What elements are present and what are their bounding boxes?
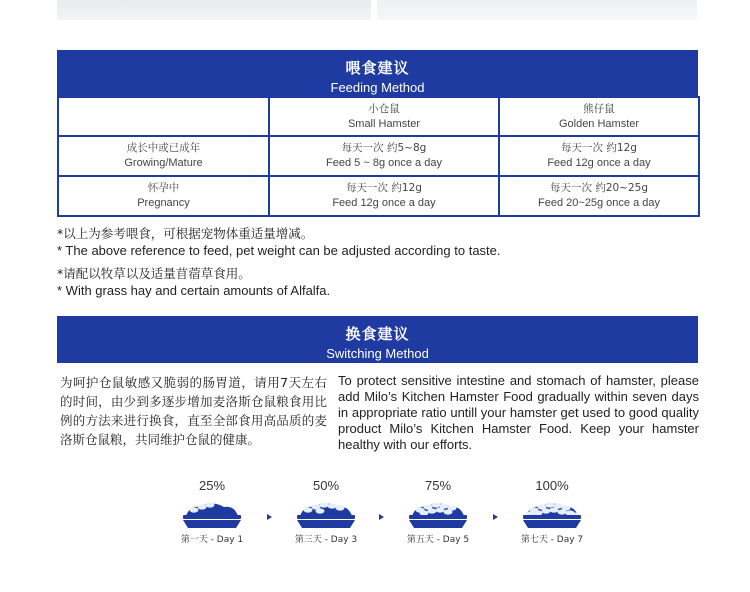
step-label: 第三天 - Day 3 [294,535,358,545]
food-piece [444,509,453,514]
cell-pregnancy-golden: 每天一次 约20~25g Feed 20~25g once a day [499,176,699,216]
column-header-small-hamster: 小仓鼠 Small Hamster [269,97,499,136]
bowl-body [409,520,467,528]
bowl-rim [409,515,467,519]
switching-text-en: To protect sensitive intestine and stomach of hamster, please add Milo’s Kitchen Hamster Food gradually within seven days in appropriate ratio untill your hamster get used to good quality product Milo’s Kitchen Hamster Food. Keep your hamster healthy with our efforts. [338,373,699,452]
bowl-body [183,520,241,528]
cell-growing-golden: 每天一次 约12g Feed 12g once a day [499,136,699,176]
step-day-5 [403,478,473,545]
product-photo-right [377,0,697,20]
food-piece [198,504,207,509]
food-piece [534,510,543,515]
feeding-method-header [57,50,698,97]
step-percent: 25% [198,478,226,493]
bowl-rim [523,515,581,519]
food-piece [190,507,199,512]
food-piece [316,508,325,513]
table-header-row [58,97,699,136]
product-photo-left [57,0,371,20]
bowl-body [523,520,581,528]
row-label-pregnancy: 怀孕中 Pregnancy [58,176,269,216]
bowl-rim [297,515,355,519]
step-day-1 [177,478,247,545]
note-2-zh: *请配以牧草以及适量苜蓿草食用。 [57,266,251,281]
step-percent: 100% [535,478,569,493]
food-piece [206,502,215,507]
food-piece [304,507,313,512]
food-piece [328,503,337,508]
food-piece [428,508,437,513]
food-piece [432,502,441,507]
feeding-title-en: Feeding Method [330,80,425,95]
step-label: 第七天 - Day 7 [520,535,584,545]
switching-title-zh: 换食建议 [345,325,410,343]
note-1-en: * The above reference to feed, pet weight can be adjusted according to taste. [57,243,501,258]
table-row [58,136,699,176]
switching-method-header [57,316,698,363]
step-day-3 [291,478,361,545]
food-piece [546,502,555,507]
note-1-zh: *以上为参考喂食，可根据宠物体重适量增减。 [57,226,314,241]
arrow-right-icon [493,514,498,520]
food-bowl-icon [180,495,244,529]
feeding-table [57,96,700,217]
food-piece [550,507,559,512]
food-piece [320,502,329,507]
food-bowl-icon [294,495,358,529]
table-row [58,176,699,216]
food-piece [436,507,445,512]
row-label-growing: 成长中或已成年 Growing/Mature [58,136,269,176]
food-piece [336,505,345,510]
step-percent: 75% [424,478,452,493]
food-piece [542,508,551,513]
step-day-7 [517,478,587,545]
cell-growing-small: 每天一次 约5~8g Feed 5 ~ 8g once a day [269,136,499,176]
cell-pregnancy-small: 每天一次 约12g Feed 12g once a day [269,176,499,216]
arrow-right-icon [267,514,272,520]
food-piece [420,510,429,515]
bowl-body [297,520,355,528]
switching-title-en: Switching Method [326,346,429,361]
bowl-rim [183,515,241,519]
table-corner-cell [58,97,269,136]
note-2-en: * With grass hay and certain amounts of Alfalfa. [57,283,331,298]
food-bowl-icon [520,495,584,529]
food-piece [558,509,567,514]
step-label: 第五天 - Day 5 [406,535,470,545]
switching-text-zh: 为呵护仓鼠敏感又脆弱的肠胃道，请用7天左右的时间，由少到多逐步增加麦洛斯仓鼠粮食用比例的方法来进行换食，直至全部食用高品质的麦洛斯仓鼠粮，共同维护仓鼠的健康。 [60,375,327,447]
feeding-title-zh: 喂食建议 [345,59,410,77]
column-header-golden-hamster: 熊仔鼠 Golden Hamster [499,97,699,136]
step-label: 第一天 - Day 1 [180,535,244,545]
arrow-right-icon [379,514,384,520]
food-bowl-icon [406,495,470,529]
step-percent: 50% [312,478,340,493]
